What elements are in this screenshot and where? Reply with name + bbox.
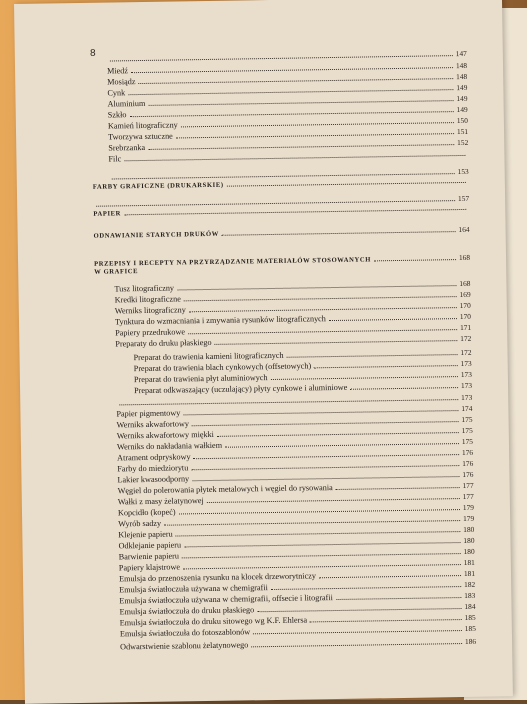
toc-entry: Kredki litograficzne 169 xyxy=(114,289,471,305)
toc-entry: Emulsja światłoczuła do druku sitowego wg K.F. Ehlersa 185 xyxy=(119,612,476,628)
toc-entry: Tworzywa sztuczne 151 xyxy=(108,126,469,142)
toc-entry: 173 xyxy=(116,393,472,408)
page-number: 8 xyxy=(89,48,96,60)
toc-entry: Kopcidło (kopeć) 179 xyxy=(117,502,475,518)
toc-entry: Emulsja do przenoszenia rysunku na klocek drzeworytniczy 181 xyxy=(118,568,476,584)
toc-entry: Werniks akwafortowy miękki 175 xyxy=(116,425,473,441)
toc-entry: Atrament odpryskowy 176 xyxy=(117,447,474,463)
toc-entry: Kamień litograficzny 150 xyxy=(107,115,468,131)
toc-subentry: Preparat do trawienia płyt aluminiowych 173 xyxy=(133,369,472,385)
toc-entry: Miedź 148 xyxy=(106,60,468,76)
toc-section-heading: PAPIER xyxy=(93,205,469,218)
toc-entry: 153 xyxy=(109,167,469,182)
toc-entry: Werniks litograficzny 170 xyxy=(114,300,471,316)
toc-section-heading-cont: W GRAFICE xyxy=(94,268,139,276)
toc-entry: Papier pigmentowy 174 xyxy=(116,403,473,419)
toc-entry: Emulsja światłoczuła używana w chemigrafii 182 xyxy=(119,579,476,595)
toc-entry: Papiery klajstrowe 181 xyxy=(118,557,475,573)
toc-entry: Wyrób sadzy 179 xyxy=(118,513,475,529)
toc-entry: Tusz litograficzny 168 xyxy=(114,278,471,294)
toc-entry: Klejenie papieru 180 xyxy=(118,524,475,540)
toc-entry: Emulsja światłoczuła do druku płaskiego 184 xyxy=(119,601,476,617)
toc-entry: Srebrzanka 152 xyxy=(108,137,469,153)
toc-entry: Lakier kwasoodporny 176 xyxy=(117,469,474,485)
toc-subentry: Preparat odkwaszający (uczulający) płyty cynkowe i aluminiowe 173 xyxy=(134,380,473,396)
toc-entry: Werniks do nakładania wałkiem 175 xyxy=(116,436,473,452)
toc-entry: 157 xyxy=(93,194,469,209)
toc-entry: Emulsja światłoczuła do fotoszablonów 185 xyxy=(119,623,476,639)
toc-entry: Werniks akwafortowy 175 xyxy=(116,414,473,430)
toc-section-heading: FARBY GRAFICZNE (DRUKARSKIE) xyxy=(93,178,469,191)
toc-entry: Preparaty do druku płaskiego 172 xyxy=(115,333,472,349)
toc-subentry: Preparat do trawienia blach cynkowych (offsetowych) 173 xyxy=(133,358,472,374)
toc-subentry: Preparat do trawienia kamieni litograficznych 172 xyxy=(133,347,472,363)
toc-entry: Szkło 149 xyxy=(107,104,468,120)
toc-entry: Mosiądz 148 xyxy=(107,71,468,87)
toc-entry: Cynk 149 xyxy=(107,82,468,98)
toc-entry: Węgiel do polerowania płytek metalowych i węgiel do rysowania 177 xyxy=(117,480,474,496)
toc-entry: Farby do miedziorytu 176 xyxy=(117,458,474,474)
toc-section-heading: PRZEPISY I RECEPTY NA PRZYRZĄDZANIE MATERIAŁÓW STOSOWANYCH 168 xyxy=(94,252,471,268)
toc-entry: 147 xyxy=(107,49,467,64)
toc-entry: Aluminium 149 xyxy=(107,93,468,109)
toc-entry: Tynktura do wzmacniania i zmywania rysunków litograficznych 170 xyxy=(114,311,472,327)
toc-entry: Barwienie papieru 180 xyxy=(118,546,475,562)
toc-entry: Papiery przedrukowe 171 xyxy=(115,322,472,338)
toc-entry: Filc xyxy=(108,149,468,164)
toc-section-heading: ODNAWIANIE STARYCH DRUKÓW 164 xyxy=(93,224,470,240)
book-page xyxy=(14,0,513,704)
toc-entry: Odwarstwienie szablonu żelatynowego 186 xyxy=(120,636,477,652)
toc-entry: Emulsja światłoczuła używana w chemigrafii, offsecie i litografii 183 xyxy=(119,590,476,606)
toc-entry: Wałki z masy żelatynowej 177 xyxy=(117,491,474,507)
toc-entry: Odklejanie papieru 180 xyxy=(118,535,475,551)
